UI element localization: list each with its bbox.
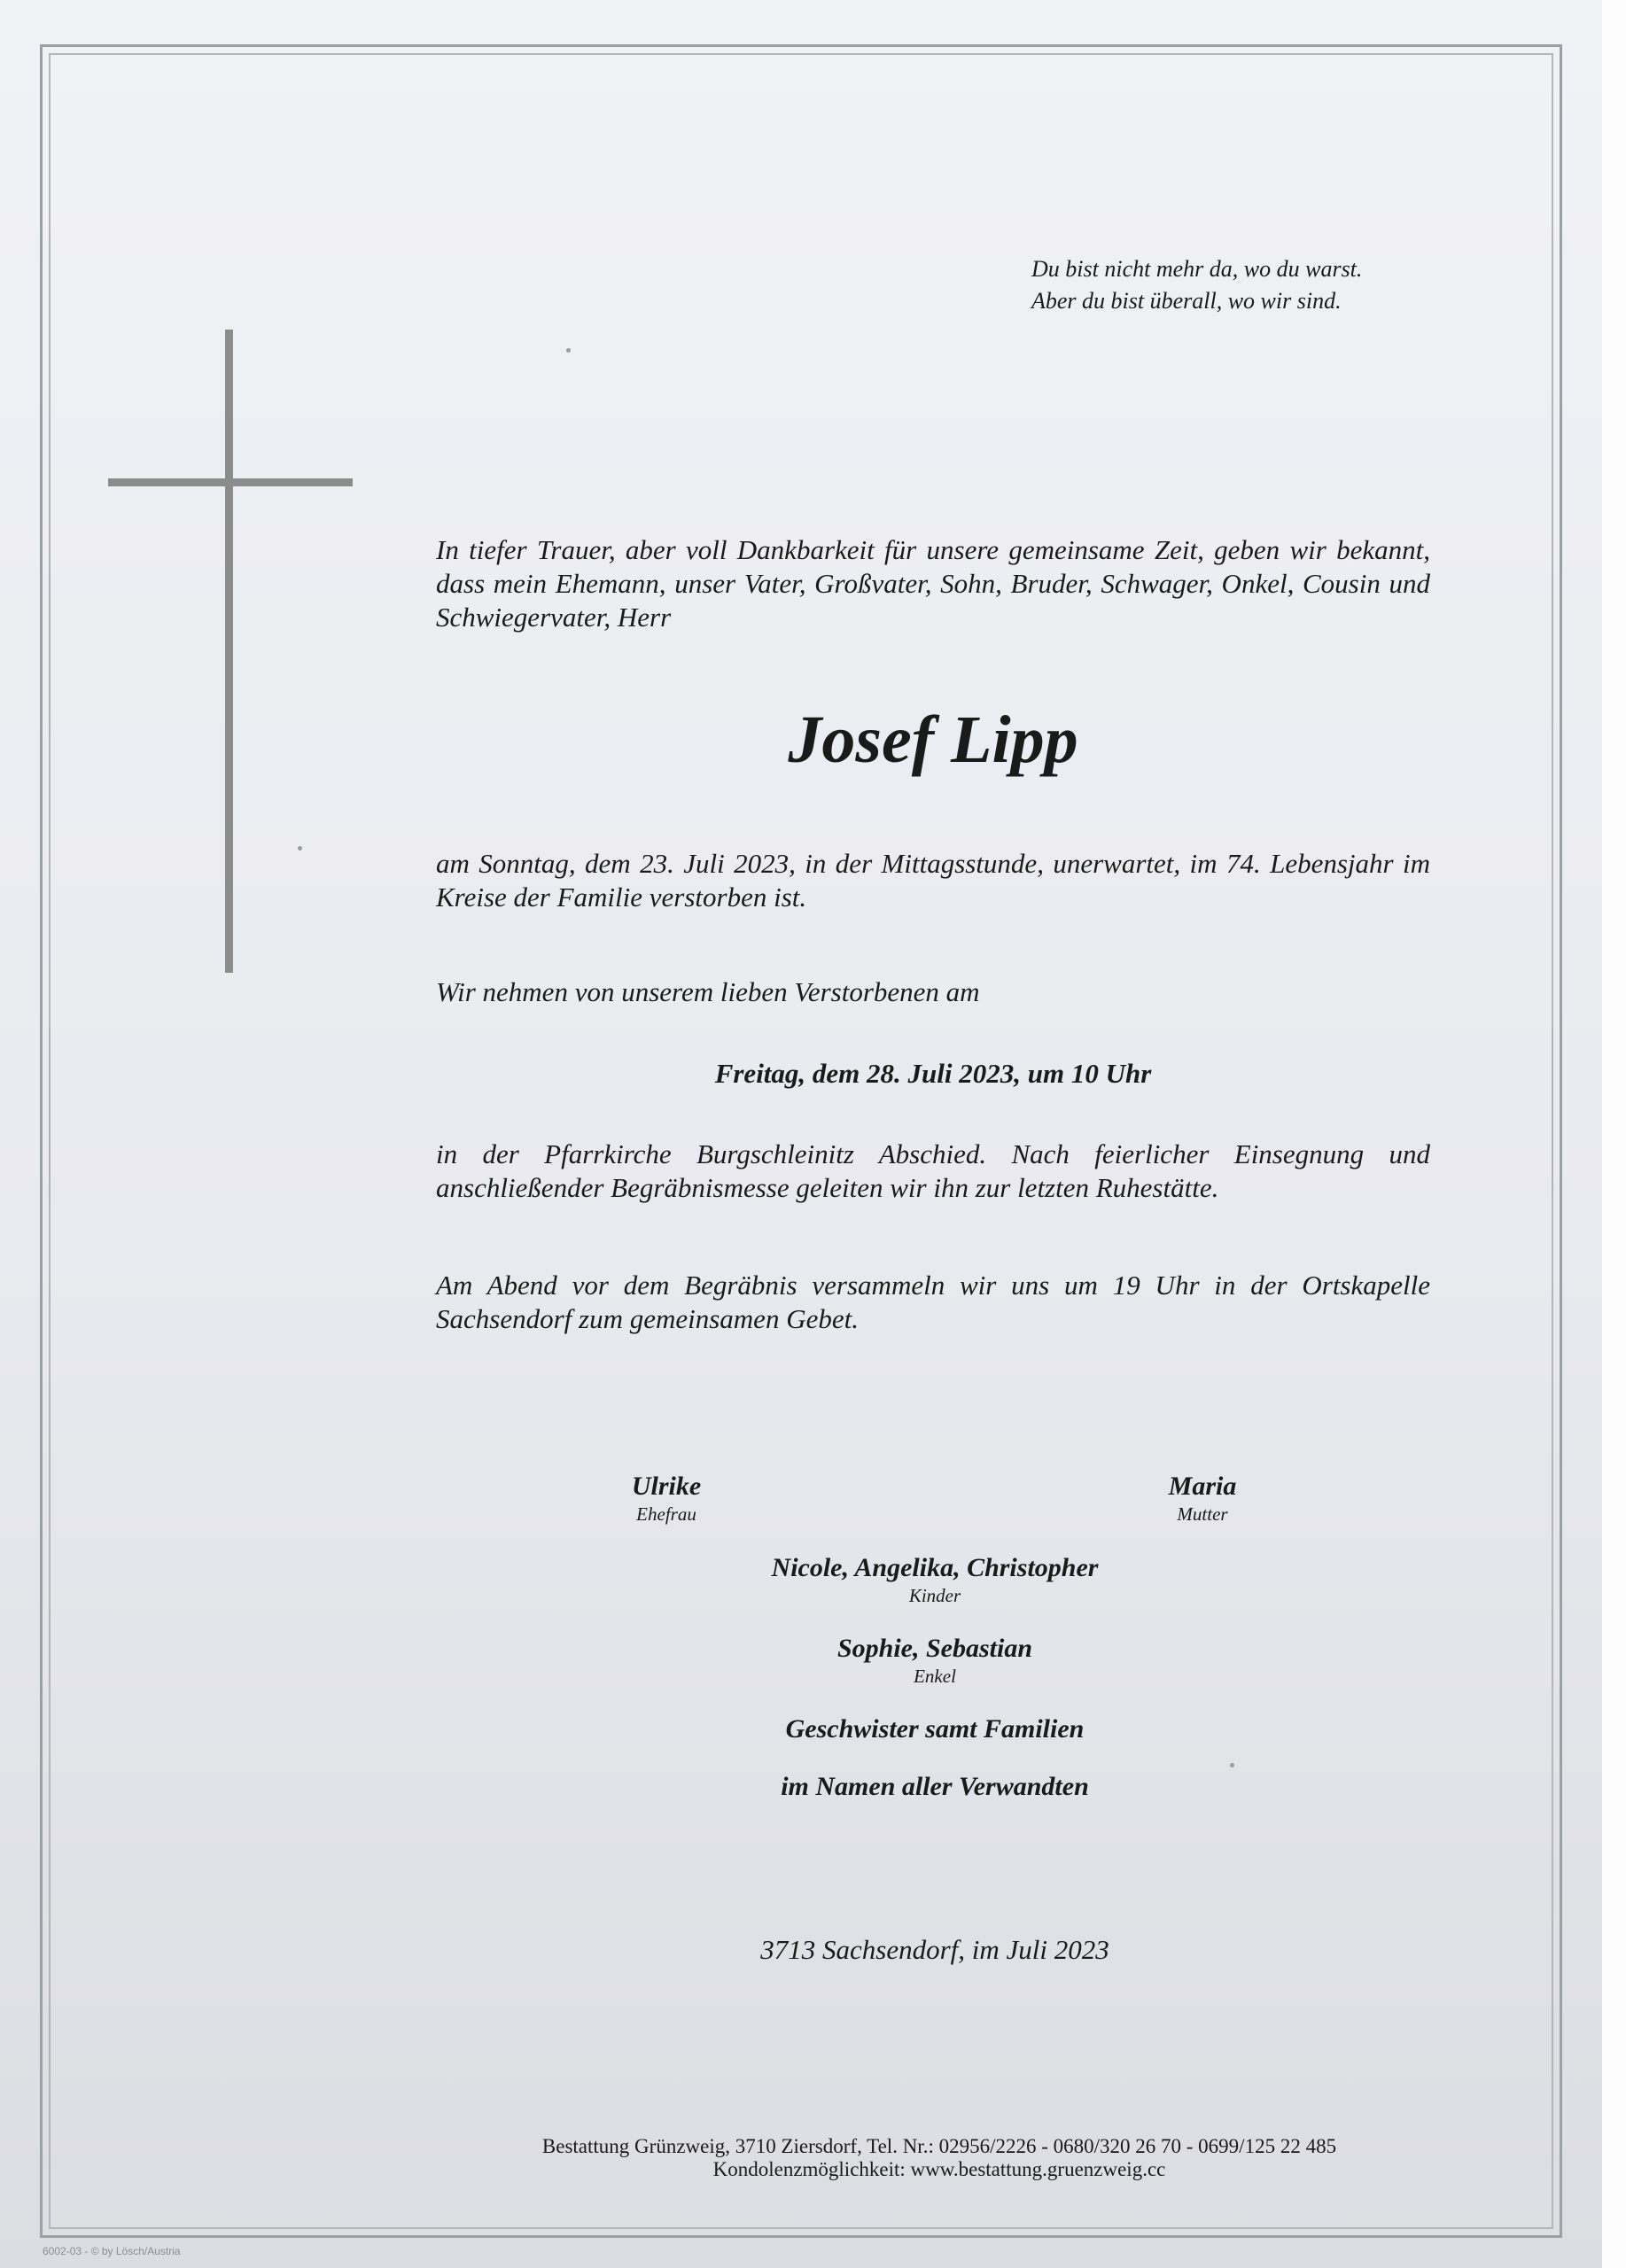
mourner-children	[669, 1552, 1201, 1607]
mourner-name: Maria	[1168, 1472, 1237, 1501]
mourner-siblings	[669, 1713, 1201, 1745]
mourner-relatives	[669, 1771, 1201, 1803]
funeral-place-paragraph: in der Pfarrkirche Burgschleinitz Abschied. Nach feierlicher Einsegnung und anschließender Begräbnismesse geleiten wir ihn zur letzten Ruhestätte.	[436, 1138, 1430, 1203]
mourner-name: Ulrike	[631, 1472, 702, 1501]
mourner-name: im Namen aller Verwandten	[781, 1772, 1089, 1801]
paper-speck	[566, 348, 571, 353]
farewell-intro: Wir nehmen von unserem lieben Verstorbenen am	[436, 976, 980, 1007]
mourner-spouse	[578, 1471, 755, 1526]
footer-contact: Bestattung Grünzweig, 3710 Ziersdorf, Tel. Nr.: 02956/2226 - 0680/320 26 70 - 0699/125 22 485	[541, 2135, 1337, 2157]
motto-line-2: Aber du bist überall, wo wir sind.	[1031, 288, 1342, 314]
mourner-role: Kinder	[908, 1585, 961, 1606]
funeral-home-footer	[408, 2135, 1471, 2181]
deceased-name: Josef Lipp	[788, 703, 1078, 777]
cross-horizontal-bar	[108, 478, 353, 486]
mourner-name: Geschwister samt Familien	[785, 1714, 1085, 1744]
paper-speck	[1230, 1763, 1234, 1767]
place-and-date: 3713 Sachsendorf, im Juli 2023	[760, 1934, 1109, 1965]
mourner-name: Sophie, Sebastian	[836, 1634, 1033, 1663]
motto	[1031, 253, 1439, 317]
mourner-name: Nicole, Angelika, Christopher	[771, 1553, 1099, 1582]
paper-edge	[1602, 0, 1626, 2268]
footer-condolence: Kondolenzmöglichkeit: www.bestattung.gruenzweig.cc	[712, 2158, 1166, 2180]
paper-speck	[298, 846, 302, 850]
prayer-paragraph: Am Abend vor dem Begräbnis versammeln wir uns um 19 Uhr in der Ortskapelle Sachsendorf zum gemeinsamen Gebet.	[436, 1270, 1430, 1334]
mourner-role: Ehefrau	[636, 1503, 696, 1525]
mourner-role: Mutter	[1177, 1503, 1228, 1525]
intro-paragraph: In tiefer Trauer, aber voll Dankbarkeit für unsere gemeinsame Zeit, geben wir bekannt, dass mein Ehemann, unser Vater, Großvater, Sohn, Bruder, Schwager, Onkel, Cousin und Schwiegervater, Herr	[436, 534, 1430, 633]
copyright-note: 6002-03 - © by Lösch/Austria	[43, 2245, 181, 2257]
mourner-grandchildren	[669, 1633, 1201, 1688]
cross-vertical-bar	[225, 330, 233, 973]
mourner-role: Enkel	[914, 1666, 956, 1687]
death-paragraph: am Sonntag, dem 23. Juli 2023, in der Mittagsstunde, unerwartet, im 74. Lebensjahr im Kreise der Familie verstorben ist.	[436, 848, 1430, 913]
mourner-mother	[1114, 1471, 1291, 1526]
motto-line-1: Du bist nicht mehr da, wo du warst.	[1031, 256, 1363, 282]
funeral-date: Freitag, dem 28. Juli 2023, um 10 Uhr	[714, 1058, 1152, 1089]
